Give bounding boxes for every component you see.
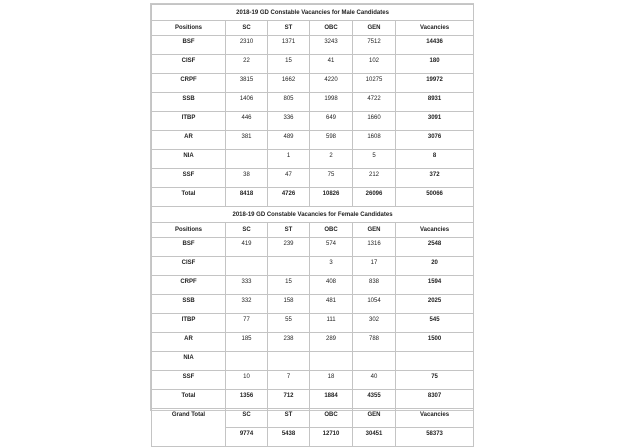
male-title-row <box>152 5 474 21</box>
total-cell: 4726 <box>268 188 310 207</box>
category-cell: 381 <box>226 131 268 150</box>
position-cell: CISF <box>152 257 226 276</box>
male-table-row <box>152 55 474 74</box>
category-cell: 2 <box>310 150 353 169</box>
category-cell: 805 <box>268 93 310 112</box>
category-cell: 15 <box>268 55 310 74</box>
male-total-row <box>152 188 474 207</box>
female-column-header: SC <box>226 223 268 238</box>
category-cell: 333 <box>226 276 268 295</box>
vacancies-cell <box>396 352 474 371</box>
vacancies-cell: 180 <box>396 55 474 74</box>
male-column-header: GEN <box>353 21 396 36</box>
female-header-row <box>152 223 474 238</box>
total-cell: 1884 <box>310 390 353 409</box>
male-column-header: OBC <box>310 21 353 36</box>
total-cell: 8418 <box>226 188 268 207</box>
total-cell: Total <box>152 390 226 409</box>
category-cell: 838 <box>353 276 396 295</box>
vacancies-cell: 3091 <box>396 112 474 131</box>
category-cell: 332 <box>226 295 268 314</box>
category-cell: 3815 <box>226 74 268 93</box>
position-cell: BSF <box>152 36 226 55</box>
category-cell: 22 <box>226 55 268 74</box>
category-cell <box>226 352 268 371</box>
male-table-title: 2018-19 GD Constable Vacancies for Male Candidates <box>152 5 474 21</box>
female-table-row <box>152 295 474 314</box>
male-column-header: Vacancies <box>396 21 474 36</box>
female-table-row <box>152 314 474 333</box>
category-cell: 489 <box>268 131 310 150</box>
position-cell: AR <box>152 333 226 352</box>
position-cell: NIA <box>152 150 226 169</box>
category-cell: 38 <box>226 169 268 188</box>
male-column-header: Positions <box>152 21 226 36</box>
total-cell: 26096 <box>353 188 396 207</box>
category-cell: 18 <box>310 371 353 390</box>
category-cell: 7 <box>268 371 310 390</box>
grand-total-value: 58373 <box>396 428 474 447</box>
male-column-header: SC <box>226 21 268 36</box>
grand-total-column-header: GEN <box>353 409 396 428</box>
category-cell: 408 <box>310 276 353 295</box>
category-cell <box>226 150 268 169</box>
position-cell: BSF <box>152 238 226 257</box>
category-cell: 1316 <box>353 238 396 257</box>
grand-total-column-header: ST <box>268 409 310 428</box>
category-cell: 289 <box>310 333 353 352</box>
vacancies-cell: 2548 <box>396 238 474 257</box>
category-cell: 55 <box>268 314 310 333</box>
category-cell: 3 <box>310 257 353 276</box>
category-cell: 77 <box>226 314 268 333</box>
vacancies-cell: 19972 <box>396 74 474 93</box>
grand-total-column-header: Vacancies <box>396 409 474 428</box>
category-cell: 1054 <box>353 295 396 314</box>
category-cell: 419 <box>226 238 268 257</box>
position-cell: SSF <box>152 371 226 390</box>
vacancy-table <box>151 4 474 447</box>
category-cell: 185 <box>226 333 268 352</box>
vacancies-cell: 1500 <box>396 333 474 352</box>
grand-total-value: 5438 <box>268 428 310 447</box>
male-table-row <box>152 131 474 150</box>
position-cell: SSF <box>152 169 226 188</box>
position-cell: ITBP <box>152 314 226 333</box>
position-cell: CRPF <box>152 74 226 93</box>
female-table-row <box>152 333 474 352</box>
female-total-row <box>152 390 474 409</box>
female-column-header: OBC <box>310 223 353 238</box>
vacancies-cell: 1594 <box>396 276 474 295</box>
category-cell: 446 <box>226 112 268 131</box>
category-cell: 1998 <box>310 93 353 112</box>
category-cell: 4220 <box>310 74 353 93</box>
female-table-title: 2018-19 GD Constable Vacancies for Female Candidates <box>152 207 474 223</box>
position-cell: SSB <box>152 295 226 314</box>
category-cell: 302 <box>353 314 396 333</box>
male-table-row <box>152 93 474 112</box>
male-column-header: ST <box>268 21 310 36</box>
category-cell <box>268 257 310 276</box>
vacancies-cell: 8931 <box>396 93 474 112</box>
category-cell: 10275 <box>353 74 396 93</box>
grand-total-value: 30451 <box>353 428 396 447</box>
position-cell: CISF <box>152 55 226 74</box>
category-cell: 481 <box>310 295 353 314</box>
vacancies-cell: 20 <box>396 257 474 276</box>
vacancies-cell: 75 <box>396 371 474 390</box>
female-column-header: ST <box>268 223 310 238</box>
category-cell: 1608 <box>353 131 396 150</box>
total-cell: 50066 <box>396 188 474 207</box>
category-cell: 574 <box>310 238 353 257</box>
category-cell <box>268 352 310 371</box>
category-cell <box>226 257 268 276</box>
category-cell: 598 <box>310 131 353 150</box>
vacancies-cell: 372 <box>396 169 474 188</box>
female-table-row <box>152 238 474 257</box>
total-cell: 712 <box>268 390 310 409</box>
category-cell: 40 <box>353 371 396 390</box>
category-cell: 41 <box>310 55 353 74</box>
female-title-row <box>152 207 474 223</box>
category-cell: 1662 <box>268 74 310 93</box>
grand-total-column-header: OBC <box>310 409 353 428</box>
female-table-row <box>152 276 474 295</box>
category-cell: 15 <box>268 276 310 295</box>
male-table-row <box>152 150 474 169</box>
category-cell: 111 <box>310 314 353 333</box>
grand-total-value: 9774 <box>226 428 268 447</box>
total-cell: 1356 <box>226 390 268 409</box>
vacancies-cell: 14436 <box>396 36 474 55</box>
category-cell: 1 <box>268 150 310 169</box>
category-cell: 3243 <box>310 36 353 55</box>
category-cell: 47 <box>268 169 310 188</box>
category-cell: 649 <box>310 112 353 131</box>
grand-total-label: Grand Total <box>152 409 226 447</box>
category-cell: 788 <box>353 333 396 352</box>
category-cell: 239 <box>268 238 310 257</box>
vacancies-cell: 3076 <box>396 131 474 150</box>
vacancies-cell: 545 <box>396 314 474 333</box>
category-cell: 75 <box>310 169 353 188</box>
total-cell: Total <box>152 188 226 207</box>
total-cell: 10826 <box>310 188 353 207</box>
category-cell <box>353 352 396 371</box>
category-cell: 1660 <box>353 112 396 131</box>
category-cell: 17 <box>353 257 396 276</box>
category-cell: 1371 <box>268 36 310 55</box>
male-table-row <box>152 74 474 93</box>
male-table-row <box>152 36 474 55</box>
position-cell: SSB <box>152 93 226 112</box>
category-cell: 102 <box>353 55 396 74</box>
female-table-row <box>152 257 474 276</box>
position-cell: CRPF <box>152 276 226 295</box>
category-cell: 7512 <box>353 36 396 55</box>
female-column-header: GEN <box>353 223 396 238</box>
category-cell: 1406 <box>226 93 268 112</box>
category-cell: 5 <box>353 150 396 169</box>
female-column-header: Positions <box>152 223 226 238</box>
vacancies-cell: 8 <box>396 150 474 169</box>
position-cell: AR <box>152 131 226 150</box>
category-cell: 4722 <box>353 93 396 112</box>
category-cell: 336 <box>268 112 310 131</box>
grand-total-column-header: SC <box>226 409 268 428</box>
male-table-row <box>152 169 474 188</box>
female-table-row <box>152 352 474 371</box>
female-table-row <box>152 371 474 390</box>
total-cell: 4355 <box>353 390 396 409</box>
position-cell: ITBP <box>152 112 226 131</box>
category-cell: 2310 <box>226 36 268 55</box>
vacancies-cell: 2025 <box>396 295 474 314</box>
position-cell: NIA <box>152 352 226 371</box>
vacancy-document <box>150 3 474 437</box>
total-cell: 8307 <box>396 390 474 409</box>
category-cell: 238 <box>268 333 310 352</box>
category-cell: 158 <box>268 295 310 314</box>
female-column-header: Vacancies <box>396 223 474 238</box>
grand-total-value: 12710 <box>310 428 353 447</box>
category-cell <box>310 352 353 371</box>
male-header-row <box>152 21 474 36</box>
grand-total-header-row <box>152 409 474 428</box>
category-cell: 10 <box>226 371 268 390</box>
male-table-row <box>152 112 474 131</box>
category-cell: 212 <box>353 169 396 188</box>
